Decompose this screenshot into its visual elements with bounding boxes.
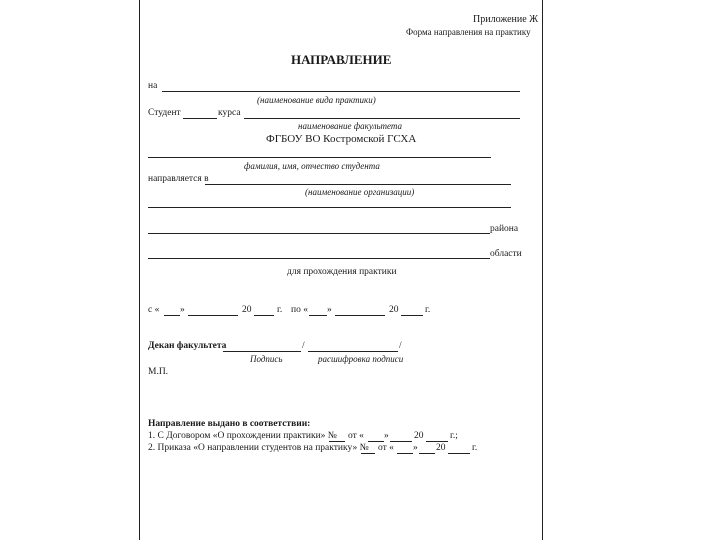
basis1-end: г.;: [450, 431, 458, 441]
date-to-year-line: [401, 315, 423, 316]
basis2-month-line: [419, 453, 435, 454]
purpose-text: для прохождения практики: [287, 267, 397, 277]
stamp-label: М.П.: [148, 367, 169, 377]
date-from-month-line: [188, 315, 238, 316]
date-to-year: 20: [389, 305, 399, 315]
document-page: [139, 0, 543, 540]
institution-name: ФГБОУ ВО Костромской ГСХА: [266, 133, 417, 145]
appendix-subtitle: Форма направления на практику: [406, 27, 531, 37]
date-to-day-line: [309, 315, 327, 316]
document-heading: НАПРАВЛЕНИЕ: [291, 52, 392, 67]
dean-slash: /: [302, 341, 305, 351]
date-from-close: »: [180, 305, 185, 315]
faculty-line: [244, 118, 520, 119]
basis2-year-line: [448, 453, 470, 454]
signature-caption: Подпись: [250, 354, 283, 364]
date-from-suffix: г.: [277, 305, 283, 315]
date-from-day-line: [164, 315, 180, 316]
practice-line: [162, 91, 520, 92]
date-to-close: »: [327, 305, 332, 315]
faculty-caption: наименование факультета: [298, 121, 402, 131]
basis2-day-line: [397, 453, 413, 454]
district-label: района: [490, 224, 519, 234]
blank-line: [148, 207, 511, 208]
course-label: курса: [218, 108, 241, 118]
basis2-end: г.: [472, 443, 478, 453]
region-label: области: [490, 249, 522, 259]
organization-caption: (наименование организации): [305, 187, 415, 197]
region-line: [148, 258, 490, 259]
date-to-suffix: г.: [425, 305, 431, 315]
dean-label: Декан факультета: [148, 341, 227, 351]
date-from-prefix: с «: [148, 305, 160, 315]
basis2-year: 20: [436, 443, 446, 453]
dean-slash-end: /: [399, 341, 402, 351]
basis1-year: 20: [414, 431, 424, 441]
basis-intro: Направление выдано в соответствии:: [148, 419, 311, 429]
date-to-month-line: [335, 315, 385, 316]
basis2-number-line: [361, 453, 375, 454]
date-from-year: 20: [242, 305, 252, 315]
date-to-prefix: по «: [291, 305, 308, 315]
sent-to-label: направляется в: [148, 174, 209, 184]
basis-line1: 1. С Договором «О прохождении практики» №: [148, 431, 337, 441]
basis2-from: от «: [378, 443, 394, 453]
practice-prefix: на: [148, 81, 158, 91]
fio-caption: фамилия, имя, отчество студента: [244, 161, 380, 171]
basis1-from: от «: [348, 431, 364, 441]
basis1-close: »: [384, 431, 389, 441]
basis1-day-line: [368, 441, 384, 442]
student-label: Студент: [148, 108, 181, 118]
basis2-close: »: [413, 443, 418, 453]
basis1-month-line: [390, 441, 412, 442]
organization-line: [205, 184, 511, 185]
dean-signature-line: [223, 351, 301, 352]
basis1-number-line: [329, 441, 345, 442]
district-line: [148, 233, 490, 234]
fio-line: [148, 157, 491, 158]
basis1-year-line: [426, 441, 448, 442]
practice-caption: (наименование вида практики): [257, 95, 376, 105]
student-course-line: [183, 118, 217, 119]
date-from-year-line: [254, 315, 274, 316]
basis-line2: 2. Приказа «О направлении студентов на практику» №: [148, 443, 369, 453]
appendix-title: Приложение Ж: [473, 14, 539, 25]
decode-caption: расшифровка подписи: [318, 354, 404, 364]
dean-decode-line: [308, 351, 398, 352]
